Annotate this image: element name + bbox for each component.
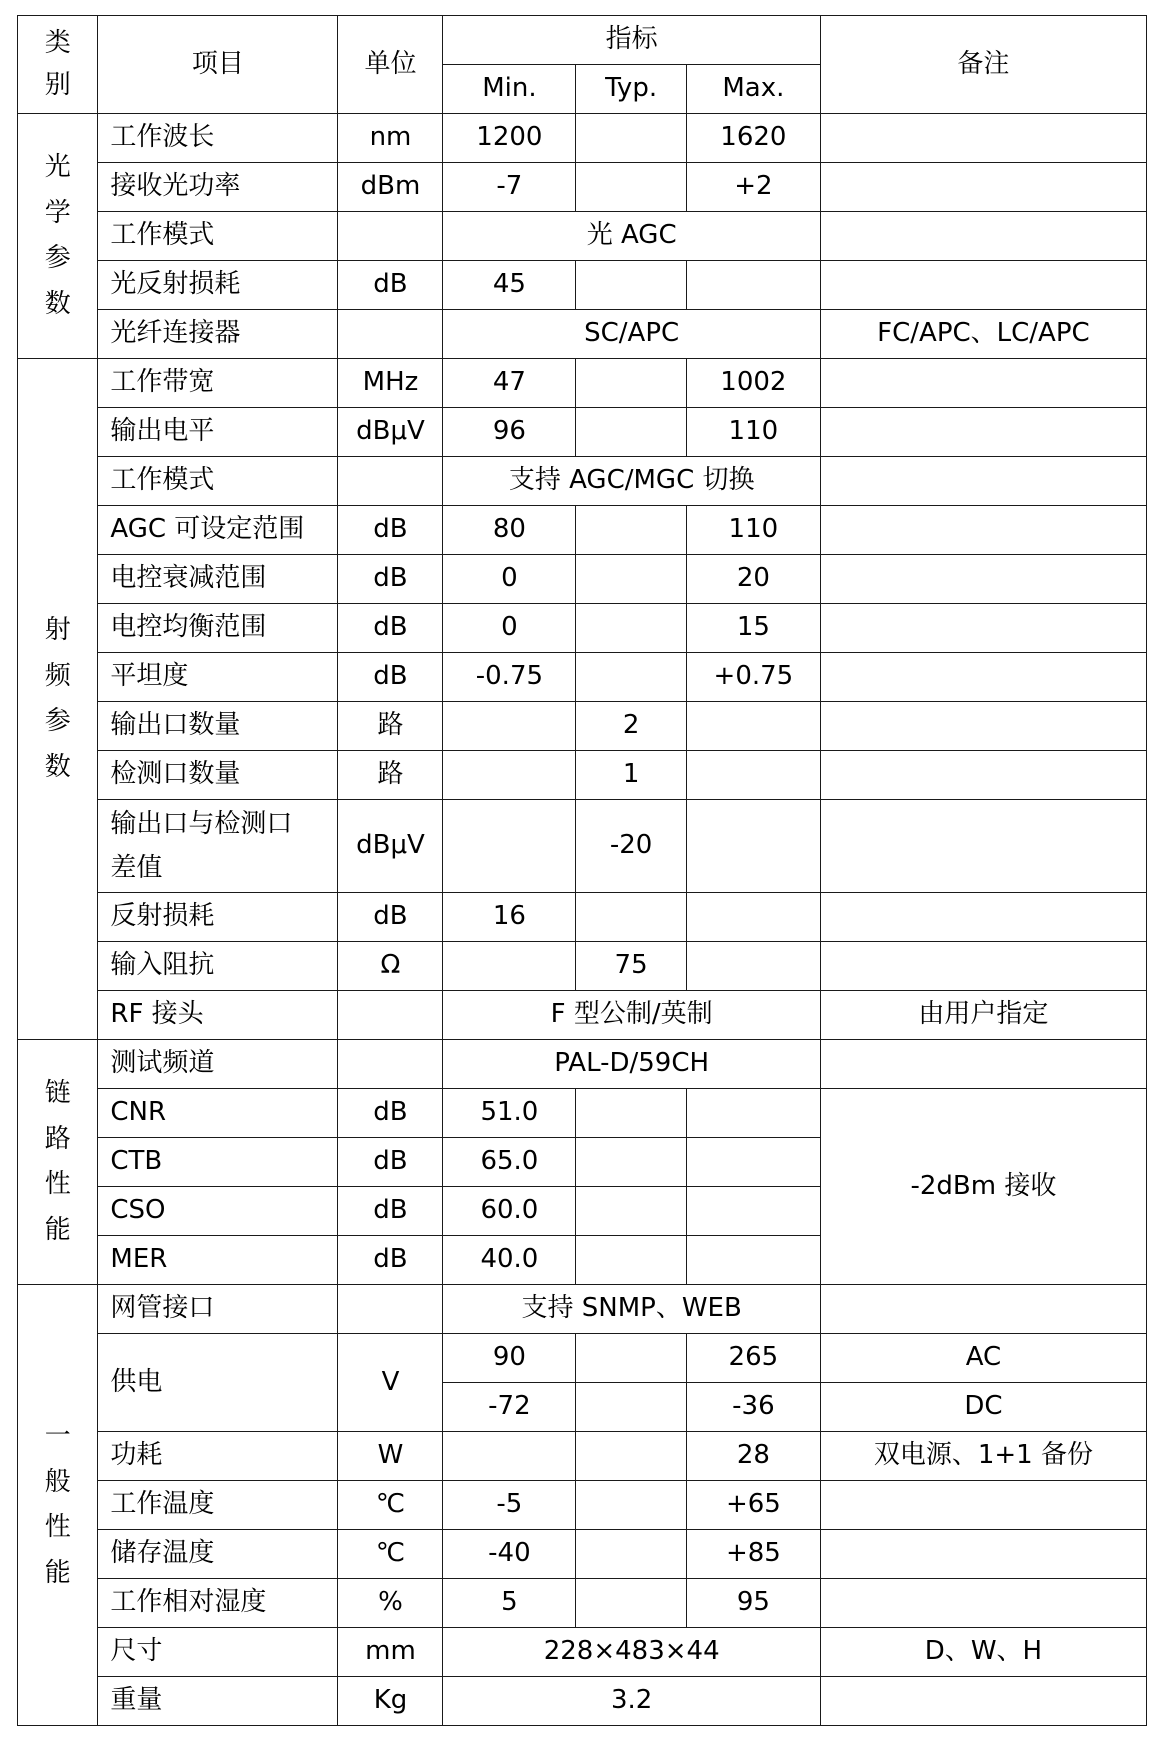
item-cell: 重量 (98, 1677, 338, 1726)
item-cell: 工作波长 (98, 114, 338, 163)
typ-cell (576, 506, 687, 555)
table-row (18, 163, 1147, 212)
min-cell: 0 (443, 555, 576, 604)
unit-cell: V (338, 1334, 443, 1432)
item-cell: 输出电平 (98, 408, 338, 457)
max-cell (686, 1236, 820, 1285)
spec-span-cell: PAL-D/59CH (443, 1040, 820, 1089)
header-remark: 备注 (820, 16, 1146, 114)
max-cell: 110 (686, 408, 820, 457)
item-cell: CTB (98, 1138, 338, 1187)
category-general: 一 般 性 能 (18, 1285, 98, 1726)
item-cell: 反射损耗 (98, 893, 338, 942)
table-row (18, 702, 1147, 751)
item-cell: 输出口数量 (98, 702, 338, 751)
remark-cell (820, 800, 1146, 893)
min-cell: 51.0 (443, 1089, 576, 1138)
max-cell: 1620 (686, 114, 820, 163)
item-cell: 检测口数量 (98, 751, 338, 800)
header-min: Min. (443, 65, 576, 114)
typ-cell (576, 1579, 687, 1628)
max-cell: 20 (686, 555, 820, 604)
max-cell: +65 (686, 1481, 820, 1530)
remark-cell (820, 457, 1146, 506)
header-typ: Typ. (576, 65, 687, 114)
table-row (18, 555, 1147, 604)
unit-cell: dB (338, 1089, 443, 1138)
min-cell: 47 (443, 359, 576, 408)
unit-cell: ℃ (338, 1530, 443, 1579)
typ-cell (576, 555, 687, 604)
table-row (18, 1089, 1147, 1138)
unit-cell: dB (338, 506, 443, 555)
max-cell: +85 (686, 1530, 820, 1579)
item-cell: 输入阻抗 (98, 942, 338, 991)
table-row (18, 1334, 1147, 1383)
table-row (18, 604, 1147, 653)
table-row (18, 893, 1147, 942)
typ-cell (576, 261, 687, 310)
remark-cell: DC (820, 1383, 1146, 1432)
max-cell (686, 942, 820, 991)
table-row (18, 1579, 1147, 1628)
min-cell: 40.0 (443, 1236, 576, 1285)
header-unit: 单位 (338, 16, 443, 114)
min-cell (443, 751, 576, 800)
unit-cell (338, 310, 443, 359)
spec-span-cell: 光 AGC (443, 212, 820, 261)
item-cell: 工作模式 (98, 457, 338, 506)
max-cell: +0.75 (686, 653, 820, 702)
table-row (18, 1285, 1147, 1334)
unit-cell: W (338, 1432, 443, 1481)
item-cell: RF 接头 (98, 991, 338, 1040)
item-cell: 工作模式 (98, 212, 338, 261)
unit-cell (338, 457, 443, 506)
max-cell: 110 (686, 506, 820, 555)
unit-cell: dBm (338, 163, 443, 212)
min-cell (443, 1432, 576, 1481)
max-cell (686, 1089, 820, 1138)
min-cell (443, 800, 576, 893)
max-cell (686, 751, 820, 800)
unit-cell: Ω (338, 942, 443, 991)
remark-cell: -2dBm 接收 (820, 1089, 1146, 1285)
item-cell: 测试频道 (98, 1040, 338, 1089)
min-cell: 0 (443, 604, 576, 653)
table-row (18, 457, 1147, 506)
table-row (18, 942, 1147, 991)
typ-cell: -20 (576, 800, 687, 893)
unit-cell: 路 (338, 751, 443, 800)
remark-cell (820, 942, 1146, 991)
max-cell: -36 (686, 1383, 820, 1432)
typ-cell: 2 (576, 702, 687, 751)
item-cell: 工作带宽 (98, 359, 338, 408)
spec-table-body (18, 16, 1147, 1726)
unit-cell (338, 1040, 443, 1089)
min-cell: 65.0 (443, 1138, 576, 1187)
typ-cell (576, 1138, 687, 1187)
typ-cell (576, 359, 687, 408)
remark-cell (820, 163, 1146, 212)
unit-cell: dB (338, 555, 443, 604)
typ-cell (576, 604, 687, 653)
item-cell: MER (98, 1236, 338, 1285)
remark-cell (820, 1481, 1146, 1530)
remark-cell (820, 1285, 1146, 1334)
table-row (18, 1530, 1147, 1579)
item-cell: 工作相对湿度 (98, 1579, 338, 1628)
typ-cell (576, 1383, 687, 1432)
remark-cell (820, 1677, 1146, 1726)
typ-cell (576, 163, 687, 212)
max-cell (686, 1138, 820, 1187)
typ-cell: 75 (576, 942, 687, 991)
max-cell: 95 (686, 1579, 820, 1628)
remark-cell (820, 604, 1146, 653)
table-row (18, 1677, 1147, 1726)
unit-cell: Kg (338, 1677, 443, 1726)
remark-cell (820, 1579, 1146, 1628)
spec-span-cell: F 型公制/英制 (443, 991, 820, 1040)
item-cell: 平坦度 (98, 653, 338, 702)
spec-span-cell: 支持 SNMP、WEB (443, 1285, 820, 1334)
table-row (18, 1040, 1147, 1089)
table-row (18, 1628, 1147, 1677)
unit-cell (338, 991, 443, 1040)
min-cell: 96 (443, 408, 576, 457)
typ-cell (576, 1530, 687, 1579)
remark-cell (820, 261, 1146, 310)
spec-span-cell: 228×483×44 (443, 1628, 820, 1677)
unit-cell: % (338, 1579, 443, 1628)
item-cell: 网管接口 (98, 1285, 338, 1334)
item-cell: AGC 可设定范围 (98, 506, 338, 555)
remark-cell (820, 359, 1146, 408)
min-cell: 1200 (443, 114, 576, 163)
min-cell: 45 (443, 261, 576, 310)
unit-cell (338, 212, 443, 261)
header-item: 项目 (98, 16, 338, 114)
min-cell: -0.75 (443, 653, 576, 702)
unit-cell: dB (338, 261, 443, 310)
unit-cell: dB (338, 653, 443, 702)
item-cell: 功耗 (98, 1432, 338, 1481)
typ-cell (576, 1334, 687, 1383)
max-cell (686, 1187, 820, 1236)
unit-cell: MHz (338, 359, 443, 408)
remark-cell: FC/APC、LC/APC (820, 310, 1146, 359)
min-cell: -5 (443, 1481, 576, 1530)
min-cell: -40 (443, 1530, 576, 1579)
table-row (18, 359, 1147, 408)
typ-cell (576, 1187, 687, 1236)
category-optical: 光 学 参 数 (18, 114, 98, 359)
spec-table (17, 15, 1147, 1726)
item-cell: 尺寸 (98, 1628, 338, 1677)
table-row (18, 751, 1147, 800)
remark-cell (820, 702, 1146, 751)
min-cell: 80 (443, 506, 576, 555)
remark-cell: 由用户指定 (820, 991, 1146, 1040)
max-cell (686, 800, 820, 893)
max-cell: 1002 (686, 359, 820, 408)
min-cell: 60.0 (443, 1187, 576, 1236)
table-row (18, 506, 1147, 555)
remark-cell (820, 653, 1146, 702)
typ-cell: 1 (576, 751, 687, 800)
min-cell: 90 (443, 1334, 576, 1383)
table-row (18, 310, 1147, 359)
table-row (18, 114, 1147, 163)
min-cell: 5 (443, 1579, 576, 1628)
unit-cell: mm (338, 1628, 443, 1677)
header-max: Max. (686, 65, 820, 114)
remark-cell (820, 555, 1146, 604)
header-spec: 指标 (443, 16, 820, 65)
max-cell (686, 261, 820, 310)
remark-cell: D、W、H (820, 1628, 1146, 1677)
max-cell: 265 (686, 1334, 820, 1383)
item-cell: CSO (98, 1187, 338, 1236)
min-cell (443, 702, 576, 751)
unit-cell (338, 1285, 443, 1334)
max-cell (686, 702, 820, 751)
typ-cell (576, 1432, 687, 1481)
typ-cell (576, 114, 687, 163)
item-cell: 供电 (98, 1334, 338, 1432)
spec-table-container (17, 15, 1147, 1726)
item-cell: 工作温度 (98, 1481, 338, 1530)
typ-cell (576, 893, 687, 942)
item-cell: CNR (98, 1089, 338, 1138)
header-category: 类 别 (18, 16, 98, 114)
table-row (18, 653, 1147, 702)
remark-cell (820, 212, 1146, 261)
item-cell: 输出口与检测口 差值 (98, 800, 338, 893)
item-cell: 电控均衡范围 (98, 604, 338, 653)
unit-cell: dB (338, 1187, 443, 1236)
remark-cell (820, 408, 1146, 457)
item-cell: 接收光功率 (98, 163, 338, 212)
typ-cell (576, 1089, 687, 1138)
typ-cell (576, 653, 687, 702)
min-cell: 16 (443, 893, 576, 942)
spec-span-cell: 3.2 (443, 1677, 820, 1726)
typ-cell (576, 408, 687, 457)
spec-span-cell: SC/APC (443, 310, 820, 359)
remark-cell (820, 506, 1146, 555)
item-cell: 光反射损耗 (98, 261, 338, 310)
unit-cell: dB (338, 604, 443, 653)
max-cell: +2 (686, 163, 820, 212)
unit-cell: dB (338, 893, 443, 942)
table-row (18, 991, 1147, 1040)
unit-cell: dB (338, 1138, 443, 1187)
remark-cell (820, 893, 1146, 942)
remark-cell (820, 114, 1146, 163)
remark-cell (820, 1530, 1146, 1579)
item-cell: 储存温度 (98, 1530, 338, 1579)
min-cell (443, 942, 576, 991)
unit-cell: dBμV (338, 408, 443, 457)
table-row (18, 1432, 1147, 1481)
remark-cell (820, 1040, 1146, 1089)
unit-cell: 路 (338, 702, 443, 751)
table-row (18, 408, 1147, 457)
min-cell: -72 (443, 1383, 576, 1432)
unit-cell: dBμV (338, 800, 443, 893)
item-cell: 光纤连接器 (98, 310, 338, 359)
table-row (18, 1481, 1147, 1530)
table-row (18, 212, 1147, 261)
typ-cell (576, 1236, 687, 1285)
unit-cell: ℃ (338, 1481, 443, 1530)
max-cell: 15 (686, 604, 820, 653)
category-rf: 射 频 参 数 (18, 359, 98, 1040)
category-link: 链 路 性 能 (18, 1040, 98, 1285)
remark-cell (820, 751, 1146, 800)
unit-cell: nm (338, 114, 443, 163)
unit-cell: dB (338, 1236, 443, 1285)
typ-cell (576, 1481, 687, 1530)
remark-cell: 双电源、1+1 备份 (820, 1432, 1146, 1481)
max-cell (686, 893, 820, 942)
max-cell: 28 (686, 1432, 820, 1481)
table-row (18, 800, 1147, 893)
table-row (18, 261, 1147, 310)
header-row (18, 16, 1147, 65)
min-cell: -7 (443, 163, 576, 212)
item-cell: 电控衰减范围 (98, 555, 338, 604)
spec-span-cell: 支持 AGC/MGC 切换 (443, 457, 820, 506)
remark-cell: AC (820, 1334, 1146, 1383)
